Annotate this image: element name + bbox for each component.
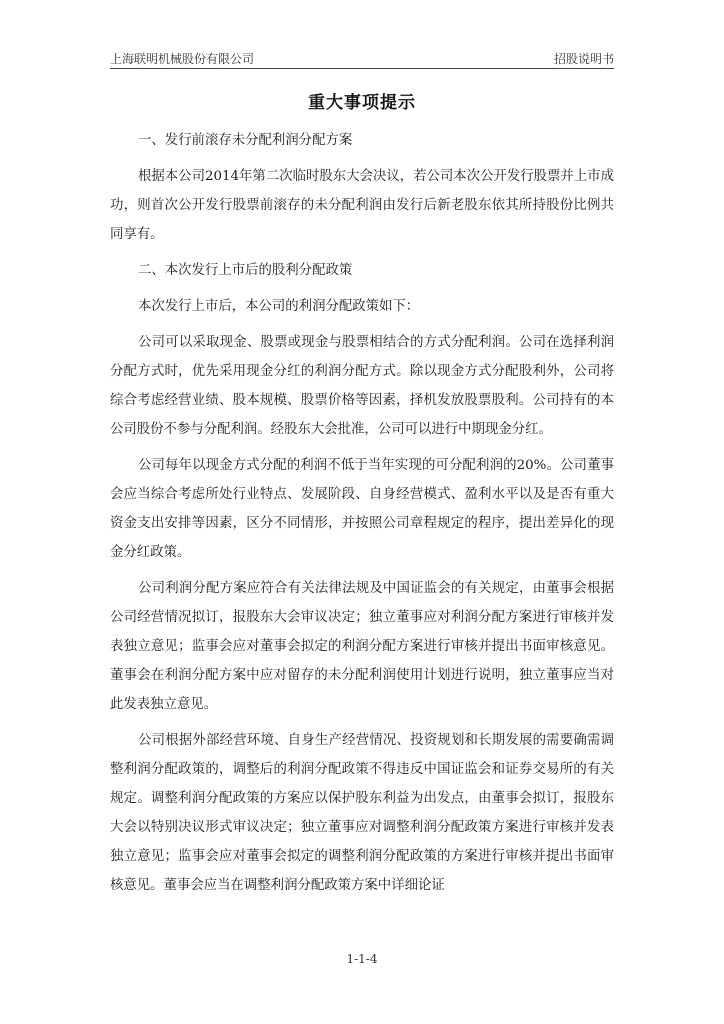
section-heading-1: 一、发行前滚存未分配利润分配方案 xyxy=(138,133,353,148)
header-document-type: 招股说明书 xyxy=(553,52,614,66)
page-title: 重大事项提示 xyxy=(308,93,416,113)
paragraph-policy-intro: 本次发行上市后，本公司的利润分配政策如下： xyxy=(138,299,420,314)
paragraph-distribution-methods: 公司可以采取现金、股票或现金与股票相结合的方式分配利润。公司在选择利润分配方式时，优先采用现金分红的利润分配方式。除以现金方式分配股利外，公司将综合考虑经营业绩、股本规模、股票价格等因素，择机发放股票股利。公司持有的本公司股份不参与分配利润。经股东大会批准，公司可以进行中期现金分红。 xyxy=(110,335,614,437)
paragraph-cash-dividend-ratio: 公司每年以现金方式分配的利润不低于当年实现的可分配利润的20%。公司董事会应当综合考虑所处行业特点、发展阶段、自身经营模式、盈利水平以及是否有重大资金支出安排等因素，区分不同情形，并按照公司章程规定的程序，提出差异化的现金分红政策。 xyxy=(110,458,614,560)
page-number: 1-1-4 xyxy=(346,952,378,966)
paragraph-distribution-procedure: 公司利润分配方案应符合有关法律法规及中国证监会的有关规定，由董事会根据公司经营情况拟订，报股东大会审议决定；独立董事应对利润分配方案进行审核并发表独立意见；监事会应对董事会拟定的利润分配方案进行审核并提出书面审核意见。董事会在利润分配方案中应对留存的未分配利润使用计划进行说明，独立董事应当对此发表独立意见。 xyxy=(110,581,614,712)
paragraph-retained-profits: 根据本公司2014年第二次临时股东大会决议，若公司本次公开发行股票并上市成功，则首次公开发行股票前滚存的未分配利润由发行后新老股东依其所持股份比例共同享有。 xyxy=(110,169,614,242)
section-heading-2: 二、本次发行上市后的股利分配政策 xyxy=(138,263,353,278)
paragraph-policy-adjustment: 公司根据外部经营环境、自身生产经营情况、投资规划和长期发展的需要确需调整利润分配政策的，调整后的利润分配政策不得违反中国证监会和证券交易所的有关规定。调整利润分配政策的方案应以保护股东利益为出发点，由董事会拟订，报股东大会以特别决议形式审议决定；独立董事应对调整利润分配政策方案进行审核并发表独立意见；监事会应对董事会拟定的调整利润分配政策的方案进行审核并提出书面审核意见。董事会应当在调整利润分配政策方案中详细论证 xyxy=(110,733,614,893)
page-header xyxy=(110,48,614,68)
document-body xyxy=(110,126,614,900)
header-company-name: 上海联明机械股份有限公司 xyxy=(110,52,255,66)
header-divider xyxy=(110,68,614,69)
